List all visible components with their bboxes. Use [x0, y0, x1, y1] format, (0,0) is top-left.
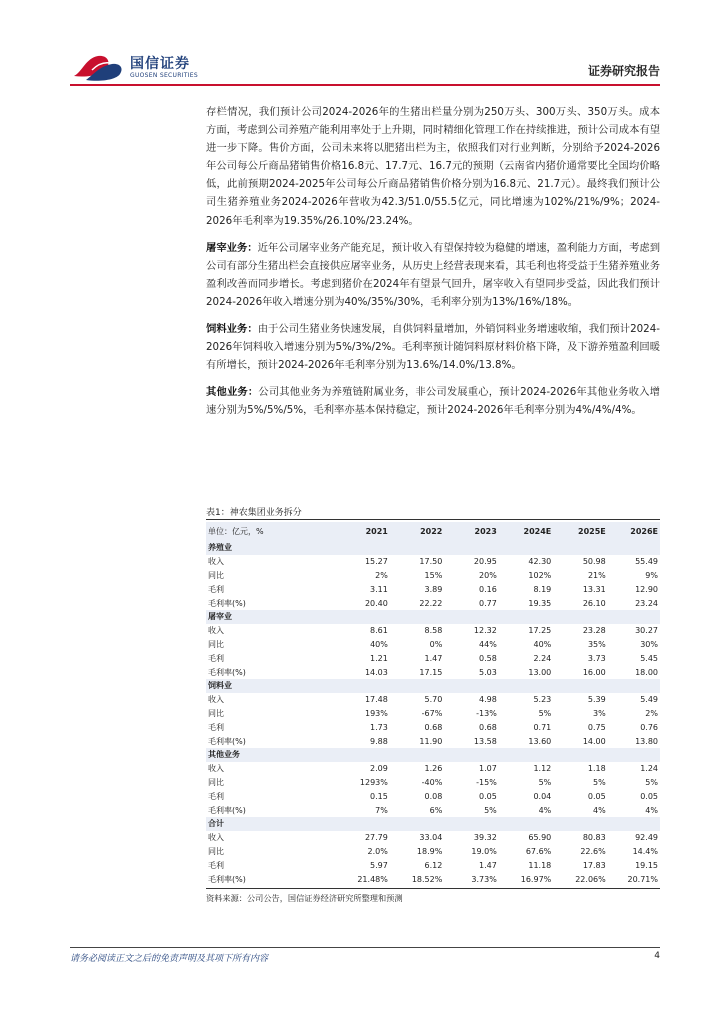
paragraph-text: 存栏情况，我们预计公司2024-2026年的生猪出栏量分别为250万头、300万头、350万头。成本方面，考虑到公司养殖产能利用率处于上升期，同时精细化管理工作在持续推进，预计公司成本有望进一步下降。售价方面，公司未来将以肥猪出栏为主，依照我们对行业判断，分别给予2024-2026年公司每公斤商品猪销售价格16.8元、17.7元、16.7元的预期（云南省内猪价通常要比全国均价略低，此前预期2024-2025年公司每公斤商品猪销售价格分别为16.8元、21.7元）。最终我们预计公司生猪养殖业务2024-2026年营收为42.3/51.0/55.5亿元，同比增速为102%/21%/9%；2024-2026年毛利率为19.35%/26.10%/23.24%。: [206, 106, 660, 227]
table-cell: 19.35: [528, 598, 552, 608]
page-number: 4: [654, 951, 660, 961]
table-cell: 16.97%: [520, 874, 552, 884]
paragraph-text: 由于公司生猪业务快速发展，自供饲料量增加，外销饲料业务增速收缩，我们预计2024-2026年饲料收入增速分别为5%/3%/2%。毛利率预计随饲料原材料价格下降，及下游养殖盈利回暖有所增长，预计2024-2026年毛利率分别为13.6%/14.0%/13.8%。: [206, 323, 660, 372]
table-cell: 0.05: [478, 791, 497, 801]
table-cell: 18.9%: [416, 846, 443, 856]
row-label: 同比: [208, 708, 224, 718]
table-row: [206, 776, 660, 790]
table-cell: 5%: [538, 708, 552, 718]
table-cell: 33.04: [419, 833, 443, 843]
year-header: 2025E: [553, 522, 607, 541]
table-cell: 5.97: [370, 860, 388, 870]
row-label: 收入: [208, 764, 224, 774]
table-cell: 4.98: [478, 695, 497, 705]
section-name: 屠宰业: [206, 610, 660, 624]
table-cell: -40%: [421, 777, 443, 787]
table-cell: 18.00: [635, 667, 658, 677]
paragraph-feed: [206, 320, 660, 374]
table-cell: 39.32: [473, 833, 497, 843]
table-cell: 50.98: [582, 557, 606, 567]
table-cell: 13.00: [528, 667, 552, 677]
table-cell: 30.27: [635, 626, 658, 636]
table-cell: 1.07: [478, 764, 497, 774]
table-cell: 3%: [593, 708, 606, 718]
section-header-row: [206, 679, 660, 693]
table-cell: 27.79: [364, 833, 388, 843]
table-cell: 13.80: [635, 736, 658, 746]
paragraph-hog-farming: [206, 103, 660, 230]
section-header-row: [206, 541, 660, 555]
logo-chinese-text: 国信证券: [130, 56, 190, 72]
year-header: 2024E: [499, 522, 553, 541]
table-cell: 4%: [538, 805, 552, 815]
paragraph-lead: 其他业务：: [206, 386, 259, 399]
table-cell: 14.4%: [632, 846, 658, 856]
page-header: [70, 44, 660, 84]
table-row: [206, 582, 660, 596]
table-row: [206, 720, 660, 734]
table-cell: 2.24: [533, 653, 552, 663]
row-label: 收入: [208, 626, 224, 636]
table-cell: 20.95: [473, 557, 497, 567]
table-cell: 65.90: [528, 833, 552, 843]
table-cell: 13.31: [582, 584, 606, 594]
table-row: [206, 872, 660, 886]
footer-divider: [70, 947, 660, 948]
unit-label: 单位：亿元，%: [206, 522, 342, 541]
table-cell: 20%: [479, 570, 497, 580]
table-cell: 42.30: [528, 557, 552, 567]
table-cell: 11.90: [419, 736, 443, 746]
row-label: 毛利: [208, 791, 224, 801]
table-cell: 35%: [587, 639, 606, 649]
table-cell: 5.45: [640, 653, 658, 663]
table-row: [206, 624, 660, 638]
table-row: [206, 789, 660, 803]
row-label: 同比: [208, 570, 224, 580]
table-cell: 3.73%: [471, 874, 497, 884]
table-cell: 1.26: [424, 764, 443, 774]
section-name: 养殖业: [206, 541, 660, 555]
table-cell: 2.0%: [367, 846, 388, 856]
table-row: [206, 831, 660, 845]
table-cell: 40%: [370, 639, 388, 649]
table-caption: 表1：神农集团业务拆分: [206, 508, 302, 518]
table-row: [206, 803, 660, 817]
table-cell: 11.18: [528, 860, 552, 870]
table-cell: 8.58: [424, 626, 443, 636]
table-cell: 92.49: [635, 833, 658, 843]
section-header-row: [206, 748, 660, 762]
guosen-logo-icon: [72, 50, 124, 82]
section-header-row: [206, 610, 660, 624]
table-cell: -15%: [476, 777, 497, 787]
table-cell: 13.60: [528, 736, 552, 746]
row-label: 毛利率(%): [208, 667, 246, 677]
table-header-row: [206, 522, 660, 541]
table-cell: 5.70: [424, 695, 443, 705]
table-cell: -13%: [476, 708, 497, 718]
business-breakdown-table: [206, 522, 660, 886]
table-cell: 1.18: [587, 764, 606, 774]
row-label: 毛利率(%): [208, 598, 246, 608]
table-bottom-rule: [206, 888, 660, 889]
year-header: 2023: [444, 522, 498, 541]
table-cell: 1293%: [359, 777, 388, 787]
year-header: 2021: [342, 522, 390, 541]
table-cell: 12.32: [473, 626, 497, 636]
row-label: 毛利率(%): [208, 874, 246, 884]
table-cell: 21.48%: [357, 874, 388, 884]
table-cell: 21%: [587, 570, 606, 580]
row-label: 收入: [208, 695, 224, 705]
table-row: [206, 762, 660, 776]
table-cell: 3.11: [370, 584, 388, 594]
table-cell: 44%: [479, 639, 497, 649]
table-cell: 0.77: [478, 598, 497, 608]
table-cell: 0.05: [640, 791, 658, 801]
row-label: 同比: [208, 639, 224, 649]
row-label: 收入: [208, 833, 224, 843]
table-cell: 19.0%: [471, 846, 497, 856]
table-cell: 5%: [484, 805, 497, 815]
table-row: [206, 569, 660, 583]
year-header: 2022: [390, 522, 444, 541]
table-row: [206, 638, 660, 652]
table-cell: 14.00: [582, 736, 606, 746]
table-cell: 102%: [528, 570, 552, 580]
table-cell: 23.28: [582, 626, 606, 636]
table-cell: 17.15: [419, 667, 443, 677]
paragraph-lead: 屠宰业务：: [206, 241, 258, 254]
table-cell: 6.12: [424, 860, 443, 870]
table-cell: 1.21: [370, 653, 388, 663]
row-label: 毛利: [208, 860, 224, 870]
table-cell: 1.47: [424, 653, 443, 663]
logo-english-text: GUOSEN SECURITIES: [130, 72, 199, 79]
table-cell: 30%: [640, 639, 658, 649]
table-cell: 0.75: [587, 722, 606, 732]
table-cell: 8.19: [533, 584, 552, 594]
table-cell: 1.73: [370, 722, 388, 732]
table-cell: 17.25: [528, 626, 552, 636]
table-cell: 193%: [364, 708, 388, 718]
table-cell: 40%: [533, 639, 552, 649]
table-cell: 2%: [645, 708, 658, 718]
table-cell: 6%: [429, 805, 443, 815]
table-cell: 8.61: [370, 626, 388, 636]
table-row: [206, 707, 660, 721]
row-label: 收入: [208, 557, 224, 567]
table-cell: 20.71%: [627, 874, 658, 884]
paragraph-text: 近年公司屠宰业务产能充足，预计收入有望保持较为稳健的增速，盈利能力方面，考虑到公司有部分生猪出栏会直接供应屠宰业务，从历史上经营表现来看，其毛利也将受益于生猪养殖业务盈利改善而同步增长。考虑到猪价在2024年有望景气回升，屠宰收入有望同步受益，因此我们预计2024-2026年收入增速分别为40%/35%/30%，毛利率分别为13%/16%/18%。: [206, 241, 660, 308]
row-label: 同比: [208, 846, 224, 856]
table-cell: 12.90: [635, 584, 658, 594]
table-cell: 13.58: [473, 736, 497, 746]
table-cell: 0.04: [533, 791, 552, 801]
table-cell: 9%: [645, 570, 658, 580]
disclaimer-text: 请务必阅读正文之后的免责声明及其项下所有内容: [70, 954, 269, 964]
table-cell: 3.73: [587, 653, 606, 663]
table-cell: 17.48: [364, 695, 388, 705]
table-cell: 16.00: [582, 667, 606, 677]
table-cell: 5%: [538, 777, 552, 787]
table-cell: 7%: [375, 805, 388, 815]
guosen-logo: [72, 50, 212, 82]
table-cell: 22.06%: [575, 874, 606, 884]
paragraph-slaughter: [206, 239, 660, 311]
section-name: 合计: [206, 817, 660, 831]
row-label: 同比: [208, 777, 224, 787]
table-cell: 0.58: [478, 653, 497, 663]
report-type-label: 证券研究报告: [587, 64, 660, 78]
table-cell: 5.03: [478, 667, 497, 677]
body-text: [206, 103, 660, 429]
table-cell: 1.12: [533, 764, 552, 774]
row-label: 毛利: [208, 722, 224, 732]
table-cell: 4%: [645, 805, 658, 815]
table-cell: 18.52%: [411, 874, 443, 884]
table-cell: 17.83: [582, 860, 606, 870]
table-cell: 0.68: [424, 722, 443, 732]
table-cell: 0%: [429, 639, 443, 649]
table-cell: 67.6%: [525, 846, 552, 856]
table-row: [206, 596, 660, 610]
table-cell: 2%: [375, 570, 388, 580]
table-cell: 22.22: [419, 598, 443, 608]
table-cell: 1.24: [640, 764, 658, 774]
table-cell: 23.24: [635, 598, 658, 608]
table-row: [206, 651, 660, 665]
table-cell: 0.05: [587, 791, 606, 801]
table-cell: 20.40: [364, 598, 388, 608]
row-label: 毛利率(%): [208, 736, 246, 746]
paragraph-text: 公司其他业务为养殖链附属业务，非公司发展重心，预计2024-2026年其他业务收入增速分别为5%/5%/5%，毛利率亦基本保持稳定，预计2024-2026年毛利率分别为4%/4%/4%。: [206, 386, 661, 417]
year-header: 2026E: [608, 522, 660, 541]
table-cell: 17.50: [419, 557, 443, 567]
table-cell: 26.10: [582, 598, 606, 608]
row-label: 毛利: [208, 584, 224, 594]
table-cell: 0.15: [370, 791, 388, 801]
row-label: 毛利率(%): [208, 805, 246, 815]
row-label: 毛利: [208, 653, 224, 663]
table-cell: 15.27: [364, 557, 388, 567]
table-cell: 5.39: [587, 695, 606, 705]
table-source: 资料来源：公司公告，国信证券经济研究所整理和预测: [206, 893, 403, 903]
table-cell: -67%: [421, 708, 443, 718]
table-cell: 0.76: [640, 722, 658, 732]
section-header-row: [206, 817, 660, 831]
table-cell: 19.15: [635, 860, 658, 870]
table-cell: 14.03: [364, 667, 388, 677]
table-cell: 5.23: [533, 695, 552, 705]
table-cell: 1.47: [478, 860, 497, 870]
table-row: [206, 734, 660, 748]
table-row: [206, 845, 660, 859]
header-divider: [70, 84, 660, 86]
section-name: 饲料业: [206, 679, 660, 693]
paragraph-other: [206, 383, 660, 419]
table-row: [206, 555, 660, 569]
table-cell: 5%: [593, 777, 606, 787]
paragraph-lead: 饲料业务：: [206, 323, 258, 336]
table-cell: 4%: [593, 805, 606, 815]
table-row: [206, 693, 660, 707]
table-cell: 0.16: [478, 584, 497, 594]
table-cell: 80.83: [582, 833, 606, 843]
table-row: [206, 665, 660, 679]
section-name: 其他业务: [206, 748, 660, 762]
table-cell: 5.49: [640, 695, 658, 705]
table-row: [206, 858, 660, 872]
table-cell: 5%: [645, 777, 658, 787]
table-cell: 0.08: [424, 791, 443, 801]
table-cell: 0.68: [478, 722, 497, 732]
table-cell: 9.88: [370, 736, 388, 746]
table-cell: 2.09: [370, 764, 388, 774]
table-cell: 22.6%: [580, 846, 606, 856]
table-cell: 15%: [424, 570, 443, 580]
table-cell: 3.89: [424, 584, 443, 594]
table-cell: 55.49: [635, 557, 658, 567]
table-top-rule: [206, 519, 660, 520]
table-cell: 0.71: [533, 722, 552, 732]
